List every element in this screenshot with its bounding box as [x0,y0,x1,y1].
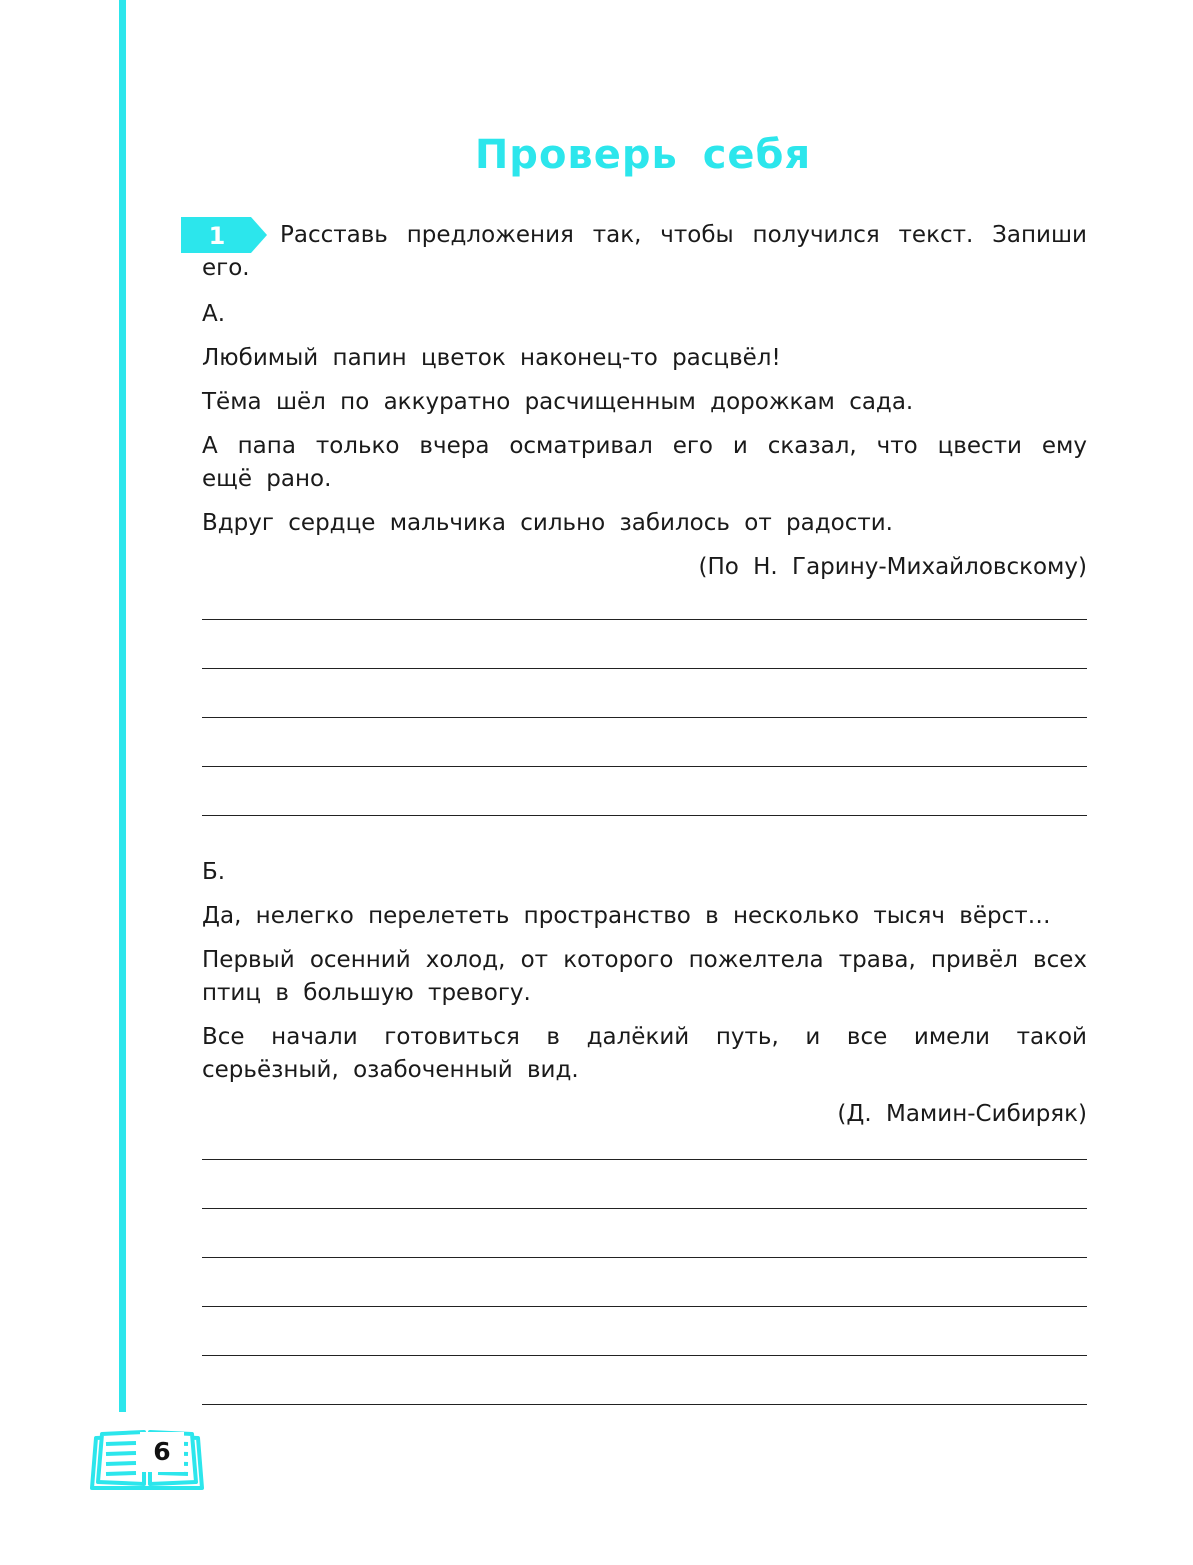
writing-line[interactable] [202,1208,1087,1209]
part-a-source: (По Н. Гарину-Михайловскому) [698,554,1087,580]
task-instruction: Расставь предложения так, чтобы получился текст. Запиши его. [202,222,1087,281]
writing-line[interactable] [202,619,1087,620]
writing-line[interactable] [202,668,1087,669]
writing-line[interactable] [202,1159,1087,1160]
margin-bar [119,0,126,1412]
writing-line[interactable] [202,1306,1087,1307]
part-a-sentence: Любимый папин цветок наконец-то расцвёл! [202,345,781,371]
part-a-sentence: Тёма шёл по аккуратно расчищенным дорожкам сада. [202,389,914,415]
part-a-sentence: А папа только вчера осматривал его и сказал, что цвести ему ещё рано. [202,433,1087,492]
part-b-sentence: Да, нелегко перелететь пространство в несколько тысяч вёрст… [202,903,1051,929]
part-a-label: А. [202,301,226,327]
writing-line[interactable] [202,717,1087,718]
part-a-sentence: Вдруг сердце мальчика сильно забилось от радости. [202,510,893,536]
writing-line[interactable] [202,815,1087,816]
part-b-sentence: Первый осенний холод, от которого пожелтела трава, привёл всех птиц в большую тревогу. [202,947,1087,1006]
part-b-source: (Д. Мамин-Сибиряк) [837,1101,1087,1127]
writing-line[interactable] [202,1355,1087,1356]
part-b-label: Б. [202,859,226,885]
part-b [202,856,1087,1131]
part-a [202,298,1087,584]
writing-line[interactable] [202,1404,1087,1405]
page-title: Проверь себя [474,132,812,178]
task-number: 1 [208,222,226,250]
writing-line[interactable] [202,1257,1087,1258]
writing-line[interactable] [202,766,1087,767]
part-b-sentence: Все начали готовиться в далёкий путь, и все имели такой серьёзный, озабоченный вид. [202,1024,1087,1083]
page-number: 6 [140,1432,184,1472]
